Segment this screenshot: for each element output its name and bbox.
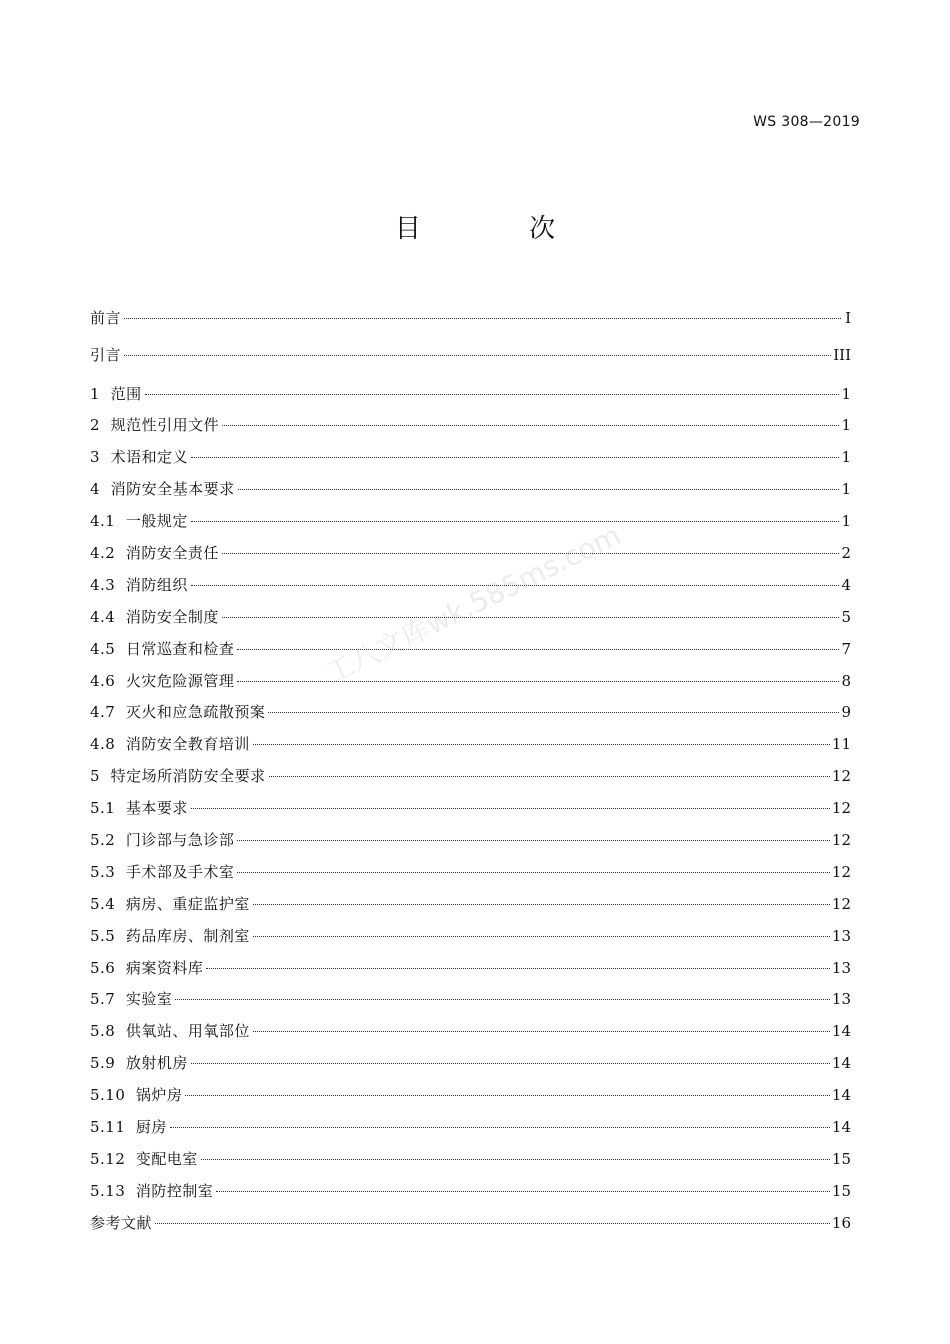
toc-entry-11[interactable] (90, 669, 851, 701)
toc-entry-25[interactable] (90, 1115, 851, 1147)
toc-dot-leader (216, 1191, 829, 1192)
toc-entry-22[interactable] (90, 1019, 851, 1051)
toc-entry-4[interactable] (90, 445, 851, 477)
toc-entry-page: 12 (831, 767, 851, 786)
toc-entry-page: 12 (831, 862, 851, 881)
toc-entry-page: 12 (831, 830, 851, 849)
toc-entry-page: 1 (841, 416, 851, 435)
toc-entry-5[interactable] (90, 477, 851, 509)
toc-entry-page: 13 (831, 990, 851, 1009)
toc-entry-page: 12 (831, 894, 851, 913)
toc-entry-label: 5.7 实验室 (90, 990, 173, 1009)
toc-dot-leader (145, 394, 840, 395)
toc-dot-leader (237, 840, 830, 841)
toc-entry-page: 13 (831, 926, 851, 945)
toc-entry-label: 5.2 门诊部与急诊部 (90, 830, 235, 849)
toc-entry-24[interactable] (90, 1083, 851, 1115)
toc-entry-label: 4.5 日常巡查和检查 (90, 639, 235, 658)
toc-entry-9[interactable] (90, 605, 851, 637)
toc-entry-page: 14 (831, 1022, 851, 1041)
toc-entry-1[interactable] (90, 343, 851, 382)
toc-entry-7[interactable] (90, 541, 851, 573)
toc-entry-16[interactable] (90, 828, 851, 860)
toc-dot-leader (268, 712, 839, 713)
page-title: 目 次 (394, 214, 606, 244)
toc-entry-label: 5.5 药品库房、制剂室 (90, 926, 250, 945)
toc-entry-2[interactable] (90, 382, 851, 414)
toc-entry-page: 4 (841, 575, 851, 594)
toc-entry-page: Ⅰ (845, 309, 851, 327)
toc-entry-page: 1 (841, 512, 851, 531)
toc-entry-label: 3 术语和定义 (90, 448, 189, 467)
toc-dot-leader (191, 808, 830, 809)
watermark: 工八文库wk.585ms.com (320, 518, 626, 691)
toc-entry-27[interactable] (90, 1179, 851, 1211)
toc-entry-14[interactable] (90, 764, 851, 796)
toc-entry-label: 4.2 消防安全责任 (90, 543, 219, 562)
toc-entry-label: 5.6 病案资料库 (90, 958, 204, 977)
toc-dot-leader (253, 1031, 830, 1032)
toc-entry-page: 8 (841, 671, 851, 690)
toc-entry-page: 14 (831, 1086, 851, 1105)
toc-entry-label: 5 特定场所消防安全要求 (90, 767, 266, 786)
toc-entry-label: 5.4 病房、重症监护室 (90, 894, 250, 913)
toc-entry-page: 1 (841, 384, 851, 403)
toc-dot-leader (191, 1063, 830, 1064)
toc-dot-leader (155, 1223, 830, 1224)
toc-entry-label: 5.10 锅炉房 (90, 1086, 183, 1105)
toc-entry-18[interactable] (90, 892, 851, 924)
document-code: WS 308—2019 (753, 114, 860, 130)
toc-entry-label: 引言 (90, 345, 122, 364)
toc-entry-label: 参考文献 (90, 1213, 153, 1232)
toc-entry-0[interactable] (90, 306, 851, 343)
toc-entry-label: 1 范围 (90, 384, 142, 403)
toc-entry-page: 14 (831, 1054, 851, 1073)
toc-entry-page: 1 (841, 448, 851, 467)
toc-dot-leader (201, 1159, 830, 1160)
toc-entry-page: III (833, 345, 851, 364)
toc-entry-page: 14 (831, 1117, 851, 1136)
toc-entry-21[interactable] (90, 987, 851, 1019)
toc-dot-leader (238, 489, 840, 490)
toc-entry-label: 5.9 放射机房 (90, 1054, 188, 1073)
toc-dot-leader (185, 1095, 829, 1096)
toc-entry-6[interactable] (90, 509, 851, 541)
toc-dot-leader (253, 904, 830, 905)
toc-dot-leader (124, 355, 831, 356)
toc-entry-label: 4.6 火灾危险源管理 (90, 671, 235, 690)
toc-entry-page: 5 (841, 607, 851, 626)
toc-entry-page: 1 (841, 480, 851, 499)
toc-entry-page: 12 (831, 799, 851, 818)
toc-entry-label: 4.7 灭火和应急疏散预案 (90, 703, 266, 722)
toc-entry-page: 13 (831, 958, 851, 977)
toc-entry-label: 4.3 消防组织 (90, 575, 188, 594)
toc-entry-page: 9 (841, 703, 851, 722)
toc-dot-leader (222, 425, 839, 426)
toc-dot-leader (253, 744, 830, 745)
toc-entry-page: 2 (841, 543, 851, 562)
toc-entry-23[interactable] (90, 1051, 851, 1083)
toc-dot-leader (191, 521, 840, 522)
toc-entry-28[interactable] (90, 1211, 851, 1243)
toc-entry-label: 5.1 基本要求 (90, 799, 188, 818)
toc-entry-label: 前言 (90, 309, 122, 327)
toc-entry-19[interactable] (90, 924, 851, 956)
toc-entry-8[interactable] (90, 573, 851, 605)
toc-entry-13[interactable] (90, 732, 851, 764)
toc-dot-leader (237, 649, 839, 650)
toc-entry-label: 2 规范性引用文件 (90, 416, 220, 435)
toc-entry-label: 5.13 消防控制室 (90, 1181, 214, 1200)
toc-entry-17[interactable] (90, 860, 851, 892)
toc-entry-label: 5.3 手术部及手术室 (90, 862, 235, 881)
toc-entry-label: 4 消防安全基本要求 (90, 480, 235, 499)
toc-entry-label: 4.4 消防安全制度 (90, 607, 219, 626)
toc-dot-leader (269, 776, 830, 777)
toc-entry-label: 5.8 供氧站、用氧部位 (90, 1022, 250, 1041)
toc-dot-leader (222, 617, 840, 618)
toc-entry-page: 16 (831, 1213, 851, 1232)
toc-entry-label: 5.12 变配电室 (90, 1149, 198, 1168)
toc-dot-leader (124, 318, 841, 319)
toc-entry-page: 15 (831, 1181, 851, 1200)
toc-entry-label: 4.8 消防安全教育培训 (90, 735, 250, 754)
toc-entry-15[interactable] (90, 796, 851, 828)
toc-entry-20[interactable] (90, 956, 851, 988)
toc-entry-12[interactable] (90, 700, 851, 732)
toc-dot-leader (222, 553, 840, 554)
toc-dot-leader (170, 1127, 830, 1128)
toc-dot-leader (175, 999, 830, 1000)
toc-entry-label: 5.11 厨房 (90, 1117, 167, 1136)
toc-dot-leader (206, 968, 830, 969)
toc-entry-label: 4.1 一般规定 (90, 512, 188, 531)
toc-entry-10[interactable] (90, 637, 851, 669)
toc-dot-leader (237, 872, 830, 873)
table-of-contents (90, 306, 851, 1243)
toc-entry-page: 15 (831, 1149, 851, 1168)
toc-dot-leader (191, 585, 840, 586)
toc-entry-page: 7 (841, 639, 851, 658)
toc-entry-3[interactable] (90, 413, 851, 445)
toc-entry-26[interactable] (90, 1147, 851, 1179)
toc-dot-leader (191, 457, 839, 458)
toc-entry-page: 11 (831, 735, 851, 754)
toc-dot-leader (237, 681, 839, 682)
toc-dot-leader (253, 936, 830, 937)
